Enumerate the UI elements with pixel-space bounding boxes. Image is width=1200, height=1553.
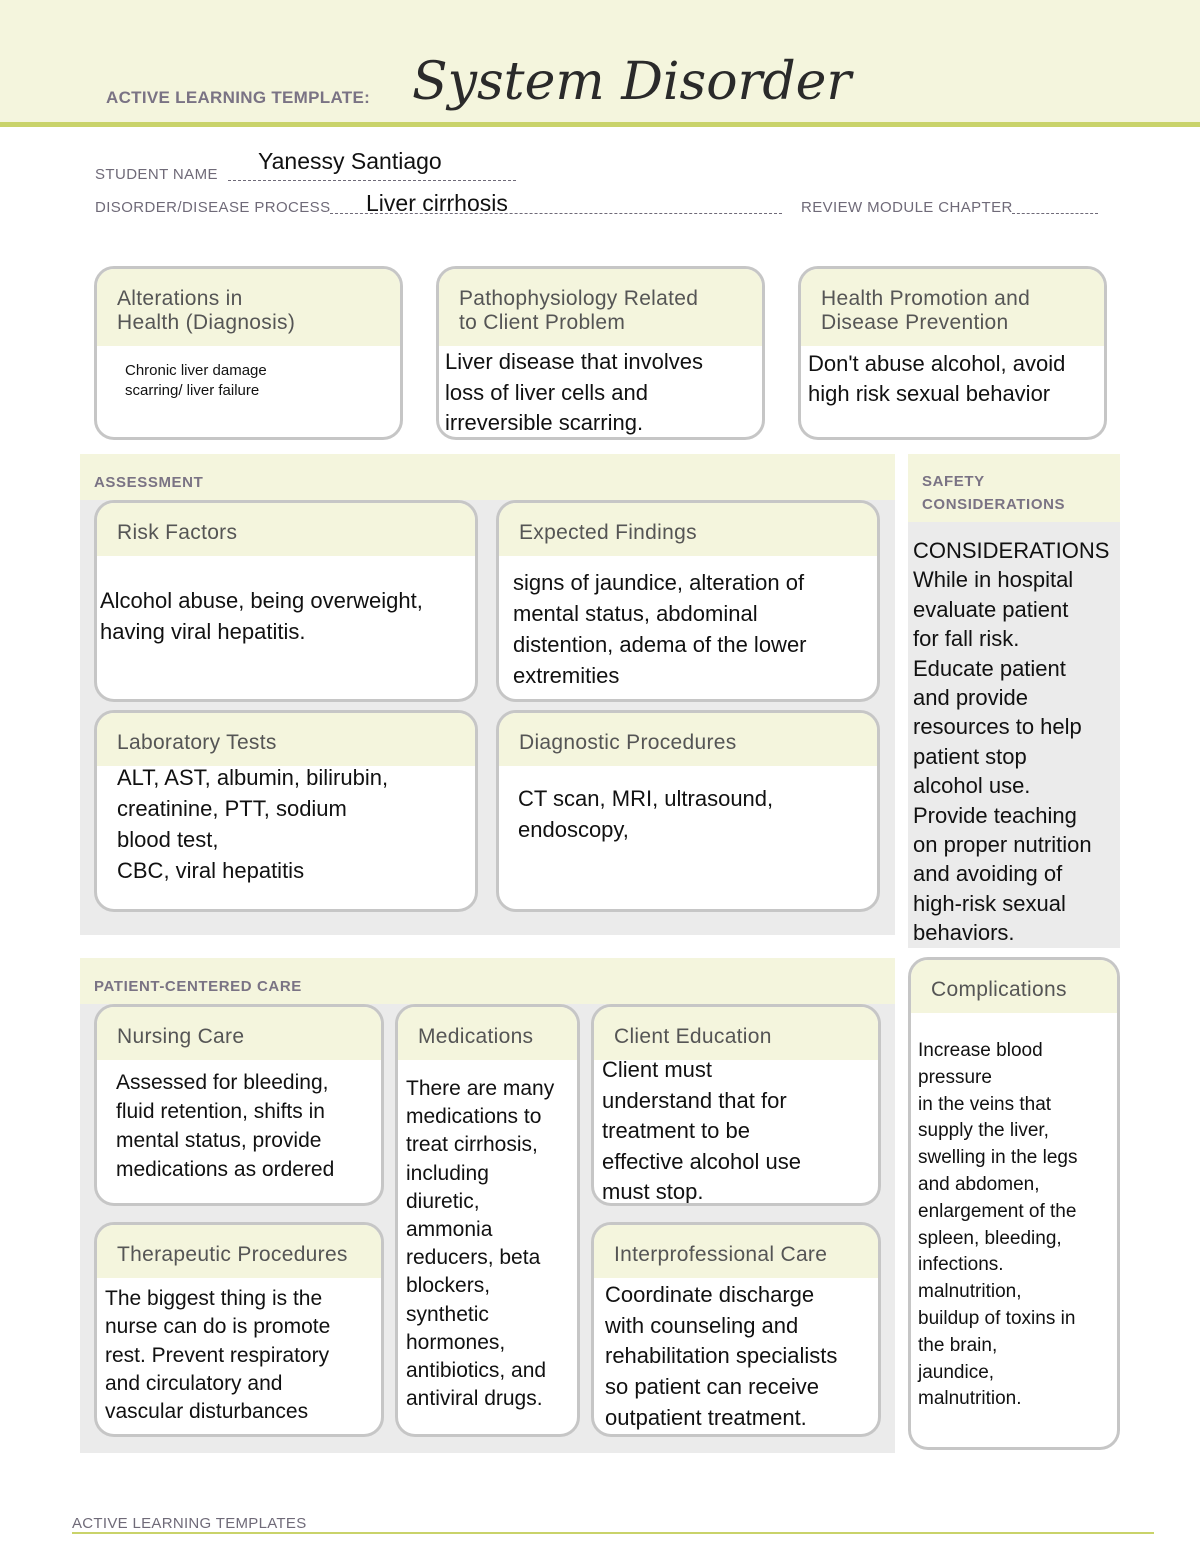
disorder-field[interactable]: Liver cirrhosis [366,190,508,216]
nursing-care-body-line: medications as ordered [116,1158,335,1181]
interprofessional-care-body-line: rehabilitation specialists [605,1343,838,1369]
client-education-card-body[interactable] [602,1055,878,1206]
medications-body-line: treat cirrhosis, [406,1133,538,1157]
diagnostic-procedures-card [496,710,880,912]
laboratory-tests-card-body[interactable] [117,762,475,886]
health-promotion-title-line: Disease Prevention [821,311,1009,334]
medications-card [395,1004,580,1437]
safety-body-line: Educate patient [913,655,1066,681]
pathophysiology-card [436,266,765,440]
safety-body-line: alcohol use. [913,773,1031,799]
medications-card-body[interactable] [406,1075,577,1413]
expected-findings-title: Expected Findings [519,521,697,544]
therapeutic-procedures-card-header [97,1225,381,1278]
interprofessional-care-body-line: Coordinate discharge [605,1282,815,1307]
header-rule [0,122,1200,127]
risk-factors-card-body[interactable] [100,585,475,647]
client-education-body-line: treatment to be [602,1118,750,1143]
complications-body-line: the brain, [918,1334,998,1356]
safety-body-line: and avoiding of [913,861,1063,887]
alterations-card [94,266,403,440]
safety-body-line: and provide [913,685,1028,711]
health-promotion-card [798,266,1107,440]
expected-findings-body-line: extremities [513,663,620,688]
risk-factors-card [94,500,478,702]
complications-body-line: enlargement of the [918,1200,1077,1222]
laboratory-tests-body-line: ALT, AST, albumin, bilirubin, [117,765,389,790]
complications-body-line: pressure [918,1066,992,1088]
complications-title: Complications [931,978,1067,1001]
medications-body-line: antiviral drugs. [406,1387,543,1411]
laboratory-tests-body-line: creatinine, PTT, sodium [117,796,347,821]
complications-body-line: infections. [918,1254,1004,1276]
alterations-body-line: Chronic liver damage [125,362,267,379]
risk-factors-body-line: Alcohol abuse, being overweight, [100,588,423,613]
client-education-card [591,1004,881,1206]
diagnostic-procedures-card-header [499,713,877,766]
interprofessional-care-card [591,1222,881,1437]
interprofessional-care-card-header [594,1225,878,1278]
nursing-care-body-line: fluid retention, shifts in [116,1100,325,1123]
pathophysiology-card-header [439,269,762,346]
medications-body-line: blockers, [406,1274,491,1298]
template-label: ACTIVE LEARNING TEMPLATE: [106,88,371,107]
interprofessional-care-body-line: so patient can receive [605,1374,820,1400]
interprofessional-care-body-line: outpatient treatment. [605,1404,807,1430]
medications-body-line: ammonia [406,1218,493,1242]
safety-body-line: CONSIDERATIONS [913,538,1110,563]
therapeutic-procedures-card-body[interactable] [105,1285,381,1426]
nursing-care-card [94,1004,384,1206]
complications-body-line: spleen, bleeding, [918,1227,1062,1249]
nursing-care-card-body[interactable] [116,1068,381,1184]
risk-factors-card-header [97,503,475,556]
pathophysiology-card-body[interactable] [445,347,762,439]
safety-body-line: resources to help [913,714,1082,740]
nursing-care-title: Nursing Care [117,1025,245,1048]
safety-body-line: patient stop [913,743,1027,769]
nursing-care-body-line: Assessed for bleeding, [116,1071,329,1094]
safety-body-line: for fall risk. [913,626,1020,652]
medications-body-line: synthetic [406,1302,489,1326]
health-promotion-title-line: Health Promotion and [821,287,1031,310]
page-title: System Disorder [412,52,852,112]
alterations-body-line: scarring/ liver failure [125,382,260,399]
safety-body-line: Provide teaching [913,802,1077,828]
therapeutic-procedures-card [94,1222,384,1437]
student-name-label: STUDENT NAME [95,166,218,183]
complications-body-line: supply the liver, [918,1120,1049,1142]
diagnostic-procedures-body-line: CT scan, MRI, ultrasound, [518,786,774,811]
complications-body-line: and abdomen, [918,1173,1040,1195]
safety-section-title [922,470,1065,516]
client-education-title: Client Education [614,1025,772,1048]
pathophysiology-body-line: loss of liver cells and [445,379,648,405]
therapeutic-procedures-title: Therapeutic Procedures [117,1243,348,1266]
client-education-card-header [594,1007,878,1060]
laboratory-tests-card [94,710,478,912]
medications-body-line: antibiotics, and [406,1359,547,1383]
alterations-card-body[interactable] [125,361,400,401]
complications-card-header [911,960,1117,1013]
therapeutic-procedures-body-line: nurse can do is promote [105,1315,331,1339]
laboratory-tests-body-line: blood test, [117,827,219,852]
expected-findings-card [496,500,880,702]
pathophysiology-title-line: to Client Problem [459,311,626,334]
health-promotion-card-body[interactable] [808,349,1104,409]
health-promotion-body-line: Don't abuse alcohol, avoid [808,351,1066,376]
interprofessional-care-card-body[interactable] [605,1280,878,1434]
medications-body-line: diuretic, [406,1189,480,1213]
risk-factors-body-line: having viral hepatitis. [100,619,306,644]
pathophysiology-body-line: Liver disease that involves [445,349,704,374]
safety-title-line: CONSIDERATIONS [922,496,1066,513]
review-module-label: REVIEW MODULE CHAPTER [801,199,1013,216]
therapeutic-procedures-body-line: The biggest thing is the [105,1287,323,1310]
footer-label: ACTIVE LEARNING TEMPLATES [72,1515,307,1532]
safety-body-line: evaluate patient [913,596,1069,622]
therapeutic-procedures-body-line: and circulatory and [105,1371,283,1395]
complications-body-line: in the veins that [918,1093,1052,1115]
diagnostic-procedures-title: Diagnostic Procedures [519,731,737,754]
safety-body-line: While in hospital [913,567,1074,593]
diagnostic-procedures-body-line: endoscopy, [518,817,629,842]
pathophysiology-body-line: irreversible scarring. [445,410,644,435]
student-name-field[interactable]: Yanessy Santiago [258,148,442,174]
nursing-care-body-line: mental status, provide [116,1129,322,1152]
client-education-body-line: understand that for [602,1087,787,1113]
disorder-label: DISORDER/DISEASE PROCESS [95,199,331,216]
client-education-body-line: must stop. [602,1179,704,1204]
safety-body-line: behaviors. [913,920,1015,946]
complications-body-line: Increase blood [918,1040,1043,1061]
health-promotion-body-line: high risk sexual behavior [808,381,1051,406]
complications-body-line: malnutrition, [918,1281,1022,1303]
risk-factors-title: Risk Factors [117,521,238,544]
complications-body-line: buildup of toxins in [918,1307,1076,1329]
interprofessional-care-body-line: with counseling and [605,1312,799,1338]
expected-findings-body-line: mental status, abdominal [513,601,758,626]
nursing-care-card-header [97,1007,381,1060]
client-education-body-line: effective alcohol use [602,1148,801,1174]
pathophysiology-title-line: Pathophysiology Related [459,287,699,310]
safety-title-line: SAFETY [922,473,985,490]
review-module-line [1012,213,1098,214]
complications-body-line: malnutrition. [918,1388,1022,1410]
medications-body-line: reducers, beta [406,1246,541,1270]
medications-body-line: including [406,1161,489,1185]
therapeutic-procedures-body-line: rest. Prevent respiratory [105,1343,330,1367]
expected-findings-card-header [499,503,877,556]
therapeutic-procedures-body-line: vascular disturbances [105,1400,309,1424]
laboratory-tests-body-line: CBC, viral hepatitis [117,858,305,883]
expected-findings-body-line: signs of jaundice, alteration of [513,570,805,595]
student-name-line [228,180,516,181]
diagnostic-procedures-card-body[interactable] [518,783,877,845]
safety-body-line: high-risk sexual [913,890,1066,916]
assessment-section-title: ASSESSMENT [94,474,204,491]
alterations-card-header [97,269,400,346]
patient-care-section-title: PATIENT-CENTERED CARE [94,978,302,995]
complications-body-line: jaundice, [918,1361,995,1383]
laboratory-tests-card-header [97,713,475,766]
alterations-title-line: Alterations in [117,287,243,310]
complications-card [908,957,1120,1450]
medications-body-line: medications to [406,1105,542,1129]
laboratory-tests-title: Laboratory Tests [117,731,277,754]
expected-findings-body-line: distention, adema of the lower [513,632,807,657]
complications-card-body[interactable] [918,1038,1117,1413]
alterations-title-line: Health (Diagnosis) [117,311,296,334]
expected-findings-card-body[interactable] [513,567,877,691]
complications-body-line: swelling in the legs [918,1147,1078,1169]
medications-body-line: hormones, [406,1330,506,1354]
safety-body-line: on proper nutrition [913,832,1092,858]
health-promotion-card-header [801,269,1104,346]
medications-body-line: There are many [406,1077,555,1100]
footer-rule [72,1532,1154,1534]
safety-considerations-text[interactable] [913,536,1128,948]
medications-card-header [398,1007,577,1060]
medications-title: Medications [418,1025,534,1048]
interprofessional-care-title: Interprofessional Care [614,1243,828,1266]
client-education-body-line: Client must [602,1057,713,1082]
